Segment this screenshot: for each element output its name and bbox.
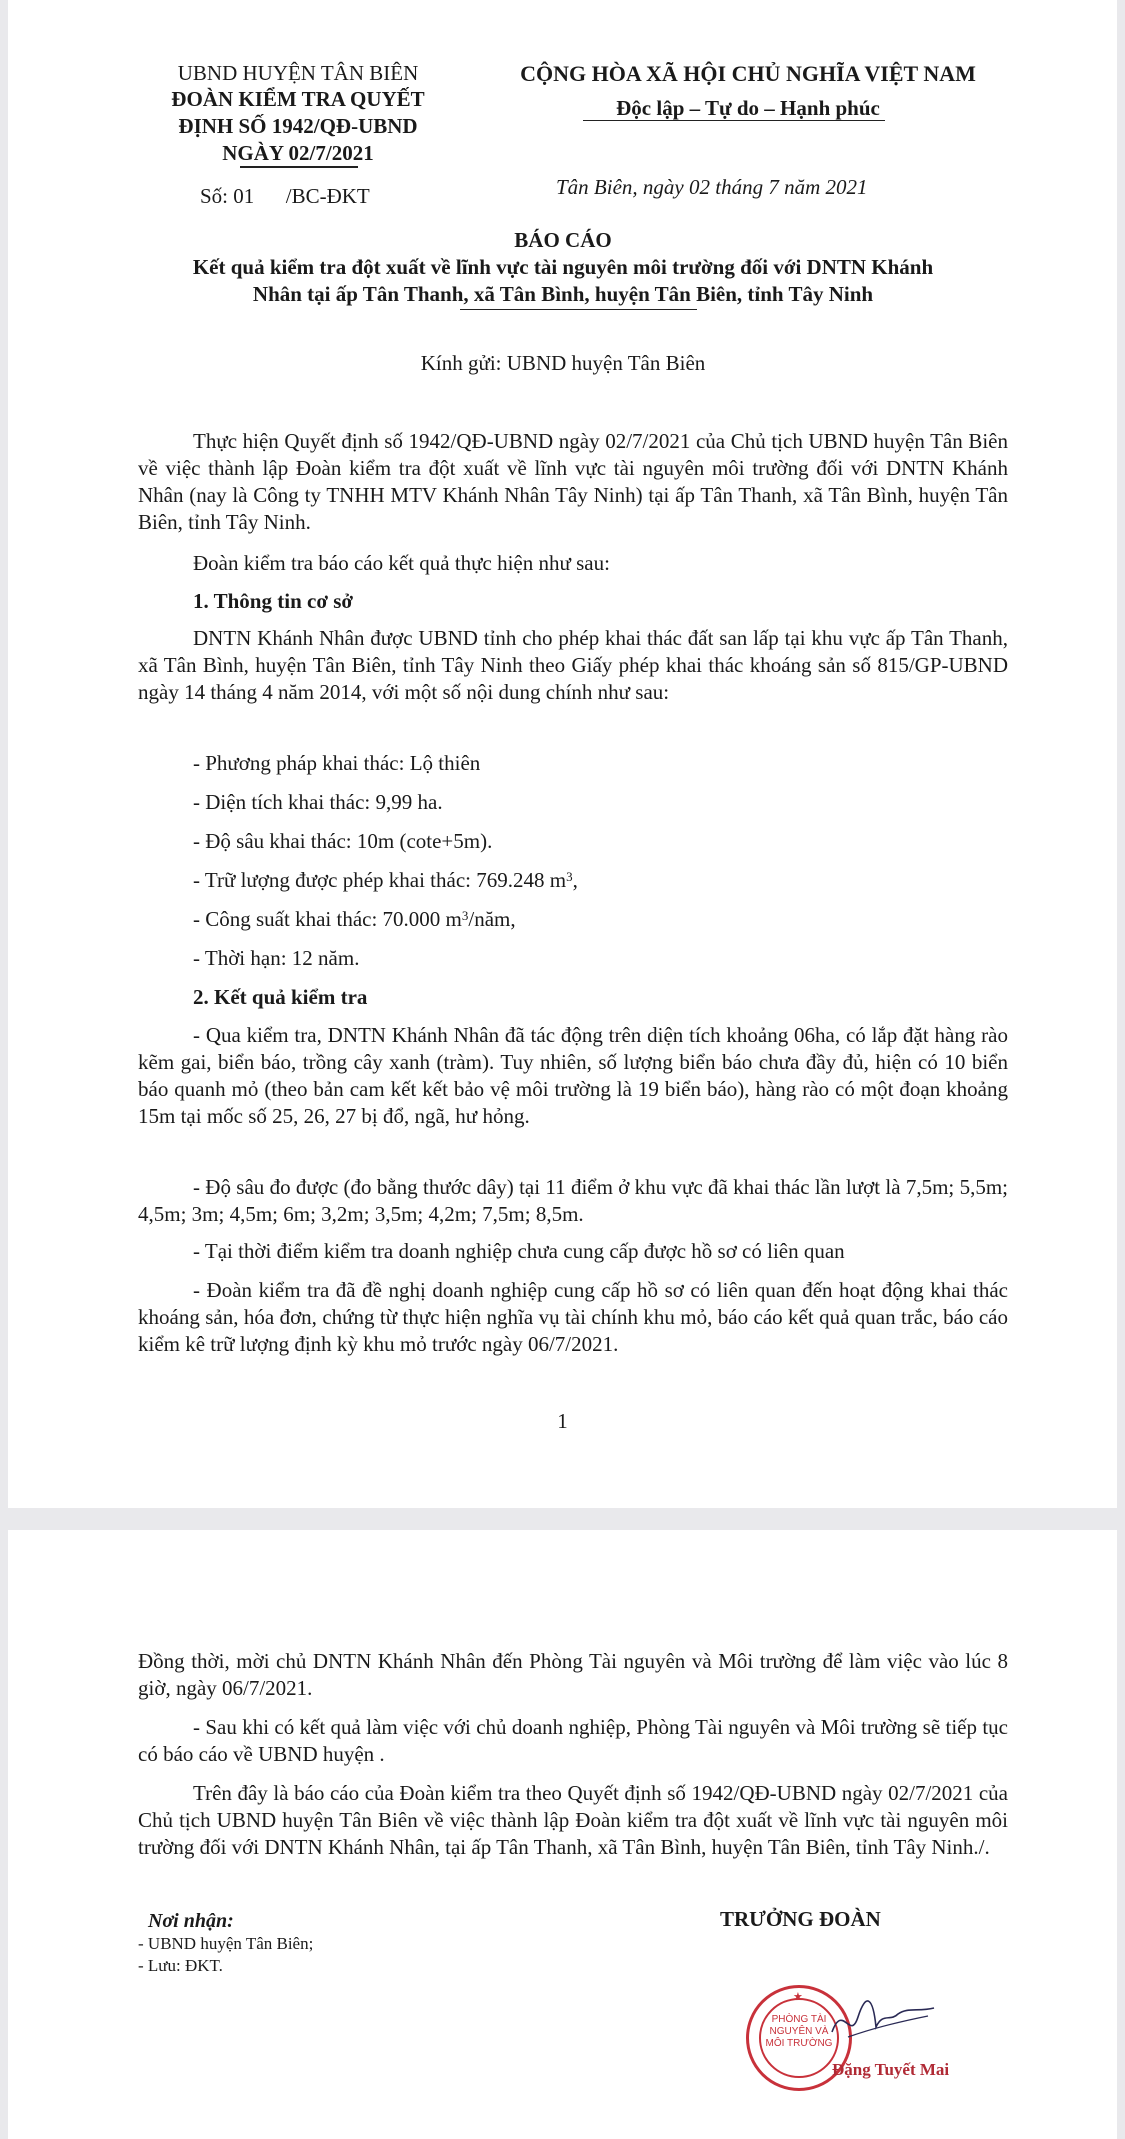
followup-paragraph: - Sau khi có kết quả làm việc với chủ doanh nghiệp, Phòng Tài nguyên và Môi trường sẽ tiếp tục có báo cáo về UBND huyện . (138, 1715, 1008, 1766)
signer-title: TRƯỞNG ĐOÀN (720, 1907, 881, 1931)
place-date: Tân Biên, ngày 02 tháng 7 năm 2021 (556, 175, 868, 199)
result-3: - Tại thời điểm kiểm tra doanh nghiệp chưa cung cấp được hồ sơ có liên quan (193, 1239, 845, 1263)
motto-underline (583, 120, 885, 121)
signature-icon (828, 1992, 938, 2052)
stamp-text: PHÒNG TÀI NGUYÊN VÀ MÔI TRƯỜNG (759, 1998, 839, 2078)
document-number: Số: 01 /BC-ĐKT (200, 184, 370, 208)
recipient-1: - UBND huyện Tân Biên; (138, 1934, 314, 1953)
national-motto: Độc lập – Tự do – Hạnh phúc (616, 96, 880, 120)
agency-name: UBND HUYỆN TÂN BIÊN (177, 61, 419, 85)
subject-underline (460, 309, 697, 310)
document-type: BÁO CÁO (514, 228, 612, 252)
item-reserve (193, 867, 578, 894)
item-capacity-text: - Công suất khai thác: 70.000 m (193, 907, 462, 931)
item-capacity (193, 906, 516, 933)
item-reserve-sup: 3 (566, 869, 573, 884)
decision-number: ĐỊNH SỐ 1942/QĐ-UBND (178, 114, 418, 138)
item-method: - Phương pháp khai thác: Lộ thiên (193, 751, 481, 775)
signer-name: Đặng Tuyết Mai (832, 2060, 950, 2079)
intro-paragraph: Thực hiện Quyết định số 1942/QĐ-UBND ngày 02/7/2021 của Chủ tịch UBND huyện Tân Biên về việc thành lập Đoàn kiểm tra đột xuất về lĩnh vực tài nguyên môi trường đối với DNTN Khánh Nhân (nay là Công ty TNHH MTV Khánh Nhân Tây Ninh) tại ấp Tân Thanh, xã Tân Bình, huyện Tân Biên, tỉnh Tây Ninh. (138, 429, 1008, 534)
item-capacity-end: /năm, (468, 907, 516, 931)
item-area: - Diện tích khai thác: 9,99 ha. (193, 790, 443, 814)
inspection-team-name: ĐOÀN KIỂM TRA QUYẾT (171, 87, 425, 111)
recipient-line: Kính gửi: UBND huyện Tân Biên (420, 351, 706, 375)
item-reserve-text: - Trữ lượng được phép khai thác: 769.248 m (193, 868, 567, 892)
item-reserve-end: , (572, 868, 578, 892)
result-1: - Qua kiểm tra, DNTN Khánh Nhân đã tác động trên diện tích khoảng 06ha, có lắp đặt hàng rào kẽm gai, biển báo, trồng cây xanh (tràm). Tuy nhiên, số lượng biển báo chưa đầy đủ, hiện có 10 biển báo quanh mỏ (theo bản cam kết kết bảo vệ môi trường là 19 biển báo), hàng rào có một đoạn khoảng 15m tại mốc số 25, 26, 27 bị đổ, ngã, hư hỏng. (138, 1023, 1008, 1128)
header-left-underline (240, 166, 358, 168)
result-2: - Độ sâu đo được (đo bằng thước dây) tại 11 điểm ở khu vực đã khai thác lần lượt là 7,5m; 5,5m; 4,5m; 3m; 4,5m; 6m; 3,2m; 3,5m; 4,2m; 7,5m; 8,5m. (138, 1175, 1008, 1226)
stamp-star-icon: ★ (793, 1991, 803, 2003)
item-capacity-sup: 3 (461, 908, 469, 923)
document-page-2 (8, 1530, 1117, 2139)
page-number: 1 (557, 1409, 568, 1433)
report-intro: Đoàn kiểm tra báo cáo kết quả thực hiện như sau: (193, 551, 610, 575)
recipients-title: Nơi nhận: (148, 1910, 234, 1932)
subject-line-2: Nhân tại ấp Tân Thanh, xã Tân Bình, huyện Tân Biên, tỉnh Tây Ninh (252, 282, 874, 306)
decision-date: NGÀY 02/7/2021 (222, 141, 374, 165)
section-1-title: 1. Thông tin cơ sở (193, 589, 353, 613)
recipient-2: - Lưu: ĐKT. (138, 1956, 223, 1975)
section-2-title: 2. Kết quả kiểm tra (193, 985, 368, 1009)
subject-line-1: Kết quả kiểm tra đột xuất về lĩnh vực tài nguyên môi trường đối với DNTN Khánh (192, 255, 934, 279)
continuation-paragraph: Đồng thời, mời chủ DNTN Khánh Nhân đến Phòng Tài nguyên và Môi trường để làm việc vào lúc 8 giờ, ngày 06/7/2021. (138, 1649, 1008, 1700)
item-term: - Thời hạn: 12 năm. (193, 946, 360, 970)
document-page-1 (8, 0, 1117, 1508)
item-depth: - Độ sâu khai thác: 10m (cote+5m). (193, 829, 493, 853)
result-4: - Đoàn kiểm tra đã đề nghị doanh nghiệp cung cấp hồ sơ có liên quan đến hoạt động khai thác khoáng sản, hóa đơn, chứng từ thực hiện nghĩa vụ tài chính khu mỏ, báo cáo kết quả quan trắc, báo cáo kiểm kê trữ lượng định kỳ khu mỏ trước ngày 06/7/2021. (138, 1278, 1008, 1356)
closing-paragraph: Trên đây là báo cáo của Đoàn kiểm tra theo Quyết định số 1942/QĐ-UBND ngày 02/7/2021 của Chủ tịch UBND huyện Tân Biên về việc thành lập Đoàn kiểm tra đột xuất về lĩnh vực tài nguyên môi trường đối với DNTN Khánh Nhân, tại ấp Tân Thanh, xã Tân Bình, huyện Tân Biên, tỉnh Tây Ninh./. (138, 1781, 1008, 1859)
nation-name: CỘNG HÒA XÃ HỘI CHỦ NGHĨA VIỆT NAM (520, 61, 976, 86)
section-1-text: DNTN Khánh Nhân được UBND tỉnh cho phép khai thác đất san lấp tại khu vực ấp Tân Thanh, xã Tân Bình, huyện Tân Biên, tỉnh Tây Ninh theo Giấy phép khai thác khoáng sản số 815/GP-UBND ngày 14 tháng 4 năm 2014, với một số nội dung chính như sau: (138, 626, 1008, 704)
